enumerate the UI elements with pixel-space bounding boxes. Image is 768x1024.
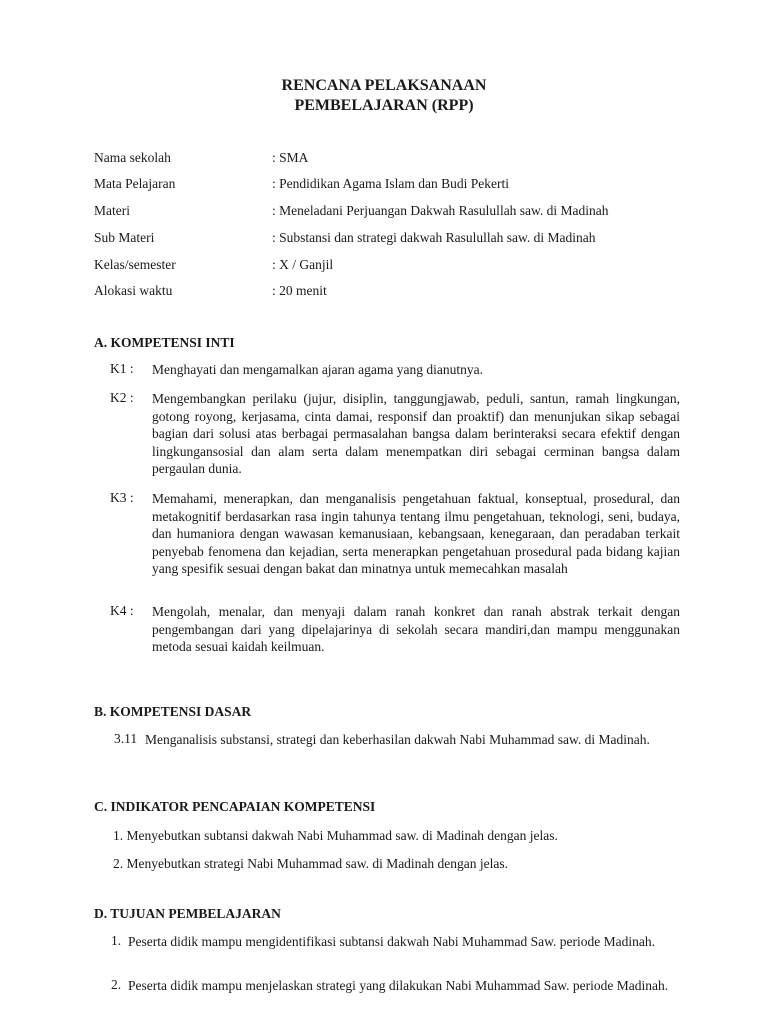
tujuan-number: 1. (111, 933, 122, 948)
ki-item-k4 (110, 603, 680, 657)
section-heading-indikator: C. INDIKATOR PENCAPAIAN KOMPETENSI (94, 799, 376, 814)
ki-item-k2 (110, 390, 680, 480)
tujuan-number: 2. (111, 977, 122, 992)
ki-text: Mengembangkan perilaku (jujur, disiplin, tanggungjawab, peduli, santun, ramah lingkungan, gotong royong, kerjasama, cinta damai, responsif dan proaktif) dan menunjukan sikap sebagai bagian dari solusi atas berbagai permasalahan bangsa dalam berinteraksi secara efektif dengan lingkungansosial dan alam serta dalam menempatkan diri sebagai cerminan bangsa dalam pergaulan dunia. (152, 391, 680, 477)
identity-label: Mata Pelajaran (94, 176, 176, 191)
kd-text: Menganalisis substansi, strategi dan keberhasilan dakwah Nabi Muhammad saw. di Madinah. (145, 732, 650, 747)
indikator-item: 2. Menyebutkan strategi Nabi Muhammad saw. di Madinah dengan jelas. (113, 856, 509, 871)
section-heading-kompetensi-dasar: B. KOMPETENSI DASAR (94, 704, 252, 719)
identity-label: Nama sekolah (94, 150, 171, 165)
indikator-item: 1. Menyebutkan subtansi dakwah Nabi Muhammad saw. di Madinah dengan jelas. (113, 828, 558, 843)
identity-value: : Meneladani Perjuangan Dakwah Rasulullah saw. di Madinah (272, 203, 609, 218)
ki-text: Memahami, menerapkan, dan menganalisis pengetahuan faktual, konseptual, prosedural, dan metakognitif berdasarkan rasa ingin tahunya tentang ilmu pengetahuan, teknologi, seni, budaya, dan humaniora dengan wawasan kemanusiaan, kebangsaan, kenegaraan, dan peradaban terkait penyebab fenomena dan kejadian, serta menerapkan pengetahuan prosedural pada bidang kajian yang spesifik sesuai dengan bakat dan minatnya untuk memecahkan masalah (152, 491, 680, 577)
ki-text: Mengolah, menalar, dan menyaji dalam ranah konkret dan ranah abstrak terkait dengan pengembangan dari yang dipelajarinya di sekolah secara mandiri,dan mampu menggunakan metoda sesuai kaidah keilmuan. (152, 604, 680, 655)
identity-label: Alokasi waktu (94, 283, 173, 298)
document-title-line-2: PEMBELAJARAN (RPP) (294, 97, 474, 114)
identity-label: Materi (94, 203, 130, 218)
section-heading-kompetensi-inti: A. KOMPETENSI INTI (94, 335, 235, 350)
identity-value: : X / Ganjil (272, 257, 334, 272)
identity-value: : Substansi dan strategi dakwah Rasulullah saw. di Madinah (272, 230, 596, 245)
tujuan-text: Peserta didik mampu mengidentifikasi subtansi dakwah Nabi Muhammad Saw. periode Madinah. (128, 934, 656, 949)
ki-item-k3 (110, 490, 680, 598)
identity-value: : Pendidikan Agama Islam dan Budi Pekerti (272, 176, 509, 191)
section-heading-tujuan: D. TUJUAN PEMBELAJARAN (94, 906, 281, 921)
ki-item-k1 (110, 361, 680, 379)
ki-code: K1 : (110, 361, 134, 376)
tujuan-text: Peserta didik mampu menjelaskan strategi yang dilakukan Nabi Muhammad Saw. periode Madinah. (128, 978, 669, 993)
ki-code: K2 : (110, 390, 134, 405)
kd-number: 3.11 (114, 731, 138, 746)
identity-value: : SMA (272, 150, 309, 165)
identity-value: : 20 menit (272, 283, 327, 298)
identity-label: Kelas/semester (94, 257, 176, 272)
ki-code: K3 : (110, 490, 134, 505)
document-title-line-1: RENCANA PELAKSANAAN (281, 77, 487, 94)
ki-text: Menghayati dan mengamalkan ajaran agama yang dianutnya. (152, 362, 483, 377)
identity-label: Sub Materi (94, 230, 155, 245)
ki-code: K4 : (110, 603, 134, 618)
